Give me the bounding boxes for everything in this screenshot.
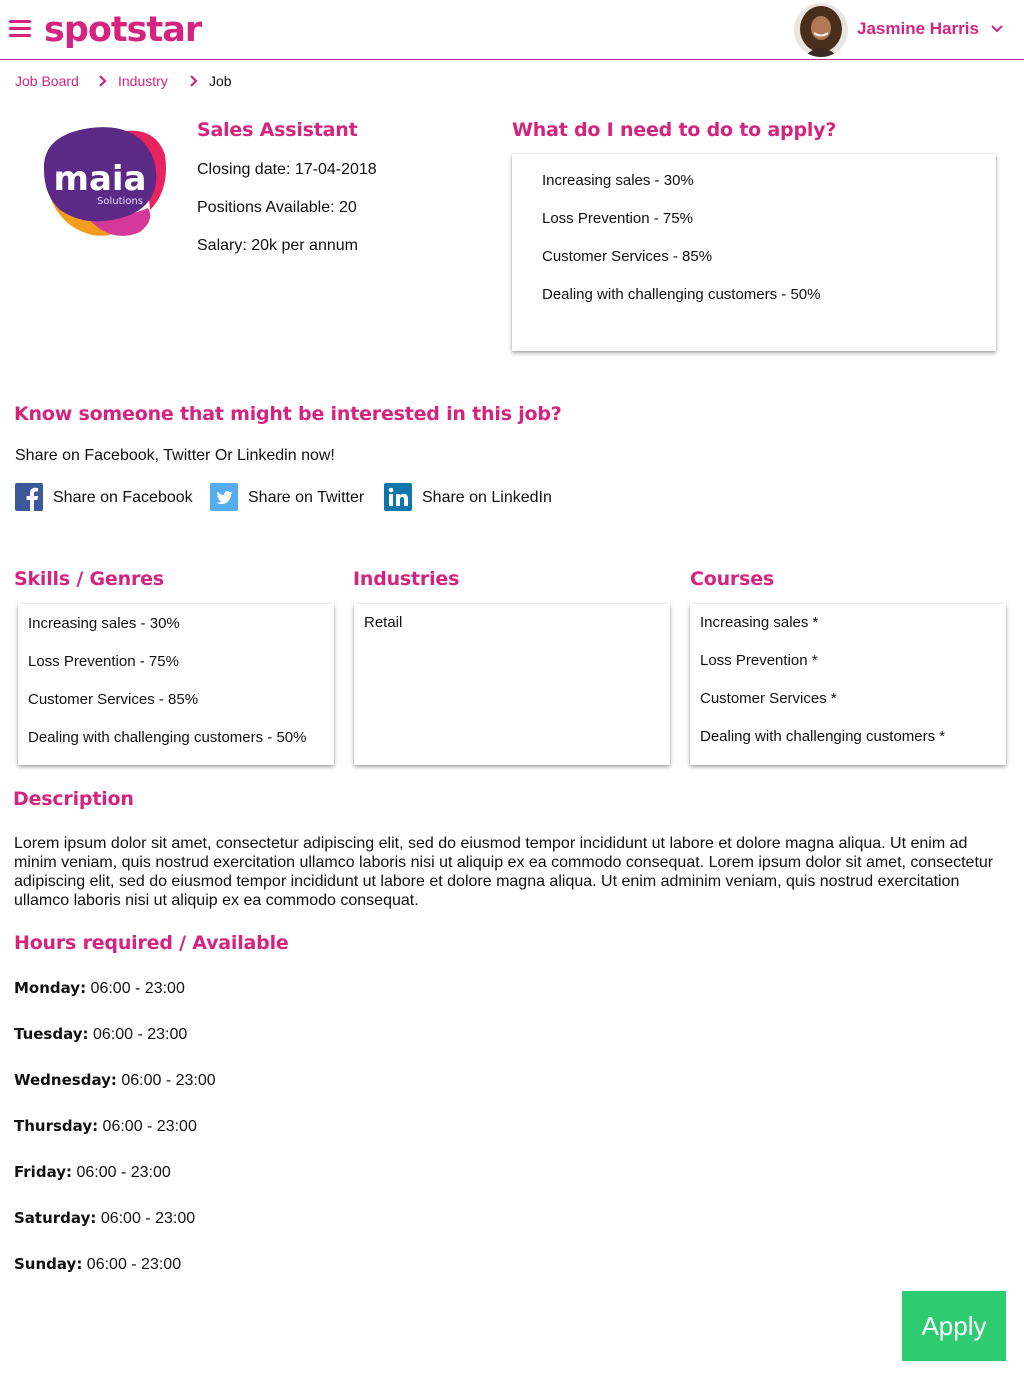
day-time: 06:00 - 23:00 [90,980,185,997]
day-label: Saturday: [14,1209,97,1227]
svg-text:maia: maia [53,159,147,199]
closing-date: Closing date: 17-04-2018 [197,161,377,178]
top-bar [0,0,1024,60]
list-item: Loss Prevention * [700,652,818,669]
day-time: 06:00 - 23:00 [102,1118,197,1135]
list-item: Dealing with challenging customers - 50% [542,286,821,303]
job-title: Sales Assistant [197,119,358,141]
hours-row-saturday [14,1208,195,1229]
skills-title: Skills / Genres [14,568,164,590]
day-label: Tuesday: [14,1025,89,1043]
share-subtitle: Share on Facebook, Twitter Or Linkedin now! [15,447,335,464]
list-item: Increasing sales - 30% [28,615,180,632]
share-facebook-button[interactable] [15,482,195,512]
list-item: Customer Services - 85% [28,691,199,708]
menu-icon[interactable] [9,20,31,38]
day-time: 06:00 - 23:00 [86,1256,182,1273]
share-title: Know someone that might be interested in this job? [14,403,562,425]
list-item: Increasing sales - 30% [542,172,694,189]
day-label: Sunday: [14,1255,83,1273]
apply-requirements-title: What do I need to do to apply? [512,119,837,141]
industries-card [354,604,670,765]
hours-row-sunday [14,1254,181,1275]
chevron-right-icon [189,74,199,88]
avatar[interactable] [794,3,848,57]
description-text: Lorem ipsum dolor sit amet, consectetur adipiscing elit, sed do eiusmod tempor incididunt ut labore et dolore magna aliqua. Ut enim ad minim veniam, quis nostrud exercitation ullamco laboris nisi ut aliquip ex ea commodo consequat. Lorem ipsum dolor sit amet, consectetur adipiscing elit, sed do eiusmod tempor incididunt ut labore et dolore magna aliqua. Ut enim adminim veniam, quis nostrud exercitation ullamco laboris nisi ut aliquip ex ea commodo consequat. [14,835,994,909]
salary: Salary: 20k per annum [197,237,358,254]
day-label: Monday: [14,979,87,997]
list-item: Loss Prevention - 75% [542,210,693,227]
share-facebook-label: Share on Facebook [53,489,193,506]
user-name[interactable]: Jasmine Harris [857,19,979,38]
hours-row-friday [14,1162,171,1183]
chevron-right-icon [98,74,108,88]
list-item: Customer Services - 85% [542,248,713,265]
day-label: Wednesday: [14,1071,117,1089]
industries-title: Industries [353,568,460,590]
courses-title: Courses [690,568,774,590]
skills-card [18,604,334,765]
apply-requirements-card [512,154,996,351]
positions-available: Positions Available: 20 [197,199,357,216]
twitter-icon [210,483,238,511]
day-label: Thursday: [14,1117,99,1135]
list-item: Increasing sales * [700,614,819,631]
list-item: Loss Prevention - 75% [28,653,179,670]
list-item: Retail [364,614,403,631]
hours-title: Hours required / Available [14,932,289,954]
share-twitter-label: Share on Twitter [248,489,365,506]
chevron-down-icon[interactable] [990,22,1004,36]
day-time: 06:00 - 23:00 [76,1164,171,1181]
breadcrumb-industry[interactable]: Industry [118,73,168,89]
breadcrumb-job-board[interactable]: Job Board [15,73,79,89]
breadcrumb-job: Job [209,73,232,89]
list-item: Dealing with challenging customers - 50% [28,729,307,746]
list-item: Customer Services * [700,690,837,707]
linkedin-icon [384,483,412,511]
apply-button[interactable]: Apply [902,1291,1006,1361]
share-linkedin-label: Share on LinkedIn [422,489,552,506]
share-twitter-button[interactable] [210,482,370,512]
spotstar-logo[interactable] [44,8,201,52]
description-title: Description [13,788,134,810]
day-time: 06:00 - 23:00 [121,1072,216,1089]
logo-text: spotstar [44,10,202,50]
hours-row-thursday [14,1116,197,1137]
day-time: 06:00 - 23:00 [100,1210,196,1227]
facebook-icon [15,483,43,511]
list-item: Dealing with challenging customers * [700,728,946,745]
share-linkedin-button[interactable] [384,482,554,512]
day-label: Friday: [14,1163,73,1181]
courses-card [690,604,1006,765]
svg-text:Solutions: Solutions [97,196,143,207]
hours-row-monday [14,978,185,999]
company-logo [30,120,170,242]
hours-row-wednesday [14,1070,216,1091]
hours-row-tuesday [14,1024,187,1045]
day-time: 06:00 - 23:00 [93,1026,188,1043]
